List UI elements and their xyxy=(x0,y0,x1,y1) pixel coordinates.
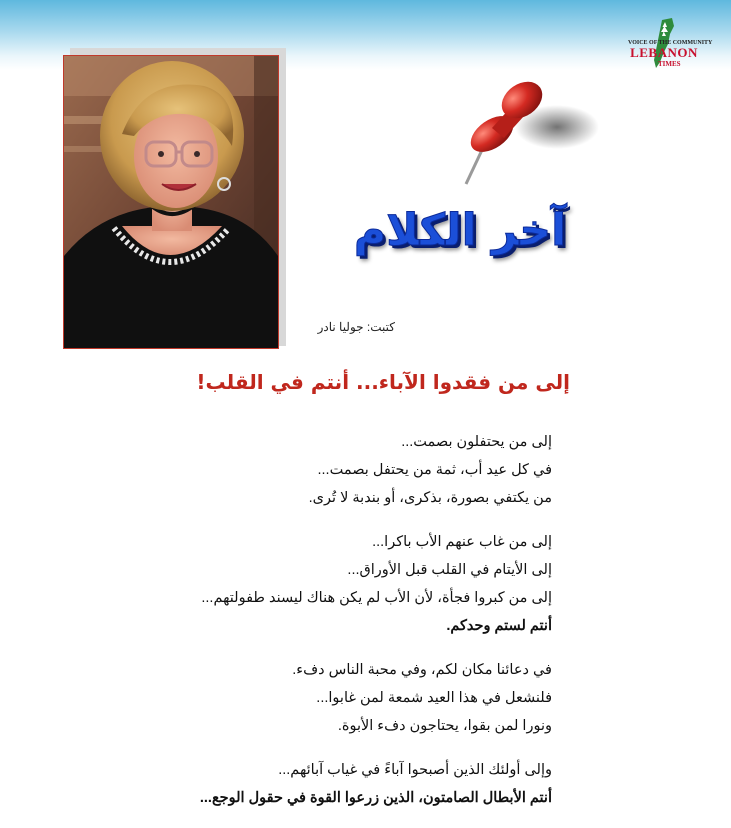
paragraph-line: في كل عيد أب، ثمة من يحتفل بصمت... xyxy=(317,462,552,478)
lebanon-times-logo[interactable] xyxy=(628,18,713,74)
paragraph xyxy=(120,756,552,812)
column-title: آخر الكلام xyxy=(353,205,567,256)
paragraph-line: إلى من يحتفلون بصمت... xyxy=(401,434,552,450)
paragraph xyxy=(120,656,552,740)
paragraph-line: أنتم لستم وحدكم. xyxy=(446,618,552,634)
paragraph-line: أنتم الأبطال الصامتون، الذين زرعوا القوة في حقول الوجع... xyxy=(199,790,552,806)
paragraph-line: في دعائنا مكان لكم، وفي محبة الناس دفء. xyxy=(292,662,552,678)
pushpin-icon xyxy=(452,72,602,192)
logo-wordmark: LEBANON xyxy=(630,45,698,60)
paragraph-line: ونورا لمن بقوا، يحتاجون دفء الأبوة. xyxy=(337,718,552,734)
paragraph-line: إلى من غاب عنهم الأب باكرا... xyxy=(372,534,552,550)
article-body xyxy=(120,428,552,828)
paragraph xyxy=(120,428,552,512)
author-photo xyxy=(63,55,279,349)
byline: كتبت: جوليا نادر xyxy=(317,320,395,334)
paragraph-line: وإلى أولئك الذين أصبحوا آباءً في غياب آبائهم... xyxy=(278,762,552,778)
paragraph-line: إلى من كبروا فجأة، لأن الأب لم يكن هناك ليسند طفولتهم... xyxy=(201,590,552,606)
paragraph-line: فلنشعل في هذا العيد شمعة لمن غابوا... xyxy=(316,690,552,706)
logo-tagline: VOICE OF THE COMMUNITY xyxy=(628,40,713,46)
paragraph xyxy=(120,528,552,640)
paragraph-line: إلى الأيتام في القلب قبل الأوراق... xyxy=(347,562,552,578)
logo-subtitle: TIMES xyxy=(658,60,681,68)
article-title: إلى من فقدوا الآباء... أنتم في القلب! xyxy=(196,370,570,394)
paragraph-line: من يكتفي بصورة، بذكرى، أو بندبة لا تُرى. xyxy=(308,490,552,506)
